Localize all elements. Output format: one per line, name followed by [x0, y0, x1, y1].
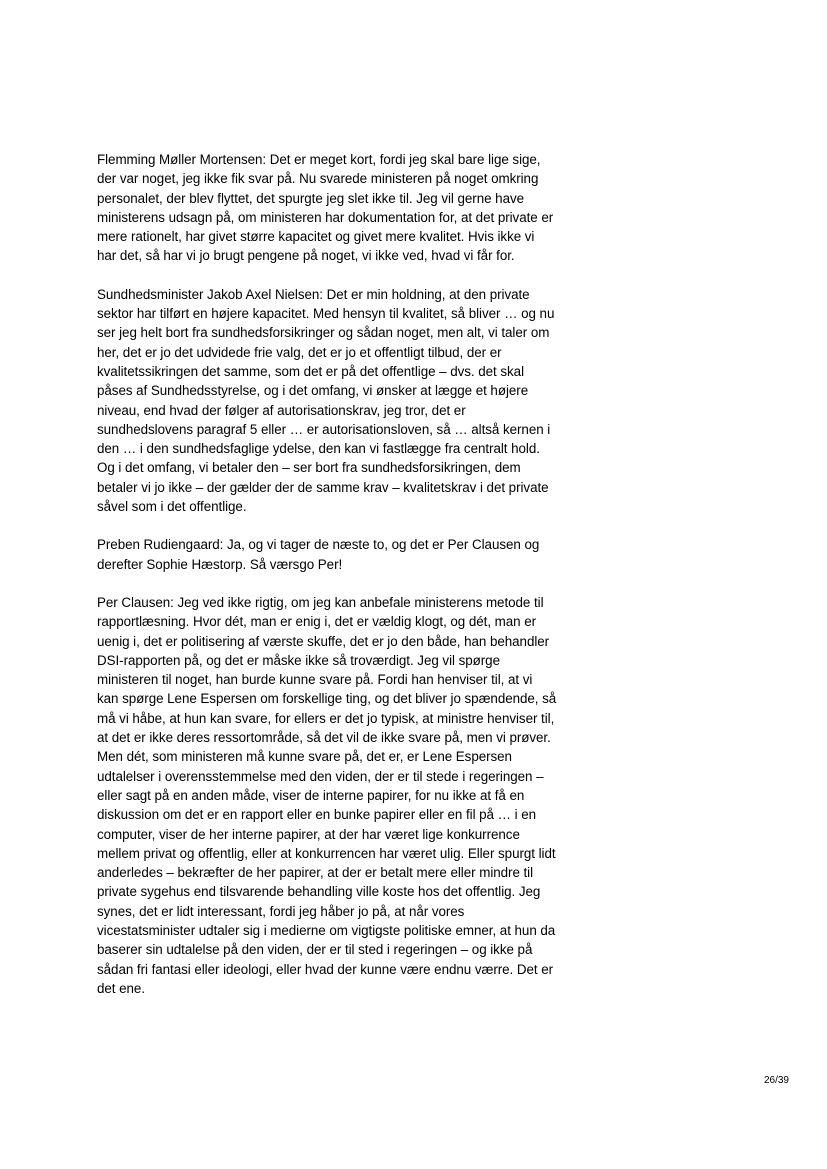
text-line: eller sagt på en anden måde, viser de interne papirer, for nu ikke at få en — [97, 787, 525, 803]
text-line: den … i den sundhedsfaglige ydelse, den kan vi fastlægge fra centralt hold. — [97, 441, 540, 457]
text-line: rapportlæsning. Hvor dét, man er enig i, det er vældig klogt, og dét, man er — [97, 614, 537, 630]
text-line: sådan fri fantasi eller ideologi, eller hvad der kunne være endnu værre. Det er — [97, 961, 554, 977]
paragraph — [97, 535, 597, 574]
paragraph — [97, 150, 597, 266]
text-line: at det er ikke deres ressortområde, så det vil de ikke svare på, men vi prøver. — [97, 730, 551, 746]
text-line: Sundhedsminister Jakob Axel Nielsen: Det er min holdning, at den private — [97, 286, 530, 302]
text-line: synes, det er lidt interessant, fordi jeg håber jo på, at når vores — [97, 903, 465, 919]
text-line: der var noget, jeg ikke fik svar på. Nu svarede ministeren på noget omkring — [97, 171, 539, 187]
text-line: betaler vi jo ikke – der gælder der de samme krav – kvalitetskrav i det private — [97, 479, 549, 495]
text-line: Men dét, som ministeren må kunne svare på, det er, er Lene Espersen — [97, 749, 512, 765]
text-line: det ene. — [97, 980, 145, 996]
text-line: uenig i, det er politisering af værste skuffe, det er jo den både, han behandler — [97, 633, 550, 649]
text-line: påses af Sundhedsstyrelse, og i det omfang, vi ønsker at lægge et højere — [97, 383, 529, 399]
text-line: kan spørge Lene Espersen om forskellige ting, og det bliver jo spændende, så — [97, 691, 557, 707]
text-line: niveau, end hvad der følger af autorisationskrav, jeg tror, det er — [97, 402, 466, 418]
text-line: Flemming Møller Mortensen: Det er meget kort, fordi jeg skal bare lige sige, — [97, 152, 541, 167]
paragraph — [97, 593, 597, 998]
text-line: personalet, der blev flyttet, det spurgte jeg slet ikke til. Jeg vil gerne have — [97, 190, 525, 206]
text-line: såvel som i det offentlige. — [97, 499, 247, 515]
text-line: sundhedslovens paragraf 5 eller … er autorisationsloven, så … altså kernen i — [97, 421, 551, 437]
text-line: Per Clausen: Jeg ved ikke rigtig, om jeg kan anbefale ministerens metode til — [97, 594, 544, 610]
text-line: ministeren til noget, han burde kunne svare på. Fordi han henviser til, at vi — [97, 672, 533, 688]
text-line: udtalelser i overensstemmelse med den viden, der er til stede i regeringen – — [97, 768, 544, 784]
paragraph — [97, 285, 597, 517]
text-line: Preben Rudiengaard: Ja, og vi tager de næste to, og det er Per Clausen og — [97, 537, 540, 553]
text-line: derefter Sophie Hæstorp. Så værsgo Per! — [97, 556, 343, 572]
text-line: computer, viser de her interne papirer, at der har været lige konkurrence — [97, 826, 520, 842]
page-number: 26/39 — [763, 1075, 789, 1086]
transcript-body — [97, 150, 597, 998]
text-line: sektor har tilført en højere kapacitet. Med hensyn til kvalitet, så bliver … og nu — [97, 306, 555, 322]
text-line: ser jeg helt bort fra sundhedsforsikringer og sådan noget, men alt, vi taler om — [97, 325, 550, 341]
text-line: må vi håbe, at hun kan svare, for ellers er det jo typisk, at ministre henviser til, — [97, 710, 555, 726]
text-line: Og i det omfang, vi betaler den – ser bort fra sundhedsforsikringen, dem — [97, 460, 521, 476]
page-content — [97, 150, 597, 1017]
text-line: ministerens udsagn på, om ministeren har dokumentation for, at det private er — [97, 209, 554, 225]
text-line: har det, så har vi jo brugt pengene på noget, vi ikke ved, hvad vi får for. — [97, 248, 515, 264]
text-line: baserer sin udtalelse på den viden, der er til sted i regeringen – og ikke på — [97, 942, 533, 958]
text-line: anderledes – bekræfter de her papirer, at der er betalt mere eller mindre til — [97, 865, 534, 881]
text-line: mere rationelt, har givet større kapacitet og givet mere kvalitet. Hvis ikke vi — [97, 229, 535, 245]
text-line: DSI-rapporten på, og det er måske ikke så troværdigt. Jeg vil spørge — [97, 652, 500, 668]
text-line: diskussion om det er en rapport eller en bunke papirer eller en fil på … i en — [97, 807, 537, 823]
text-line: her, det er jo det udvidede frie valg, det er jo et offentligt tilbud, der er — [97, 344, 502, 360]
text-line: kvalitetssikringen det samme, som det er på det offentlige – dvs. det skal — [97, 363, 525, 379]
text-line: private sygehus end tilsvarende behandling ville koste hos det offentlig. Jeg — [97, 884, 541, 900]
text-line: mellem privat og offentlig, eller at konkurrencen har været ulig. Eller spurgt lidt — [97, 845, 556, 861]
text-line: vicestatsminister udtaler sig i medierne om vigtigste politiske emner, at hun da — [97, 922, 556, 938]
